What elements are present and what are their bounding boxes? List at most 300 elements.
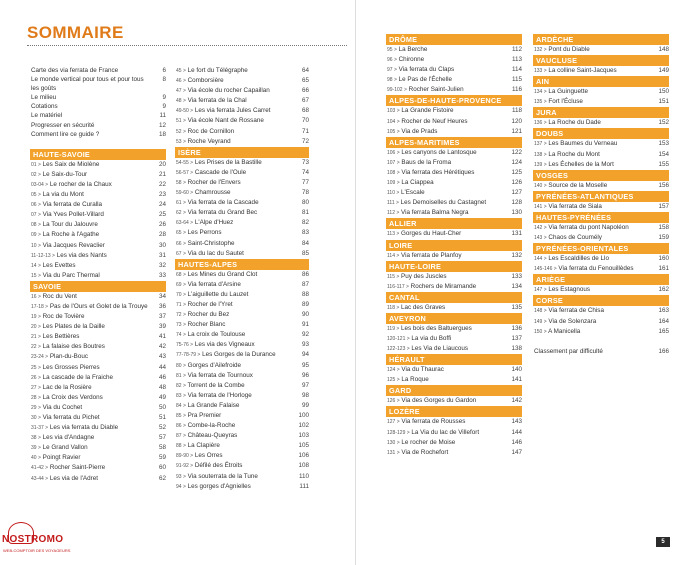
toc-entry [386, 148, 522, 158]
toc-entry-title [175, 127, 297, 137]
toc-entry-page: 12 [158, 121, 166, 129]
toc-entry [175, 86, 309, 96]
toc-entry-label: La Roque [401, 376, 429, 384]
toc-entry-title [175, 96, 297, 106]
toc-entry-page: 132 [511, 251, 522, 259]
logo-tagline: WEB-COMPTOIR DES VOYAGEURS [3, 548, 71, 553]
toc-entry-title [30, 352, 154, 362]
toc-entry [175, 239, 309, 249]
toc-entry-label: Via école du rocher Capaillan [187, 87, 270, 95]
toc-entry-number: 68 > [176, 271, 186, 278]
toc-entry-label: Les Plates de la Daille [42, 323, 105, 331]
toc-entry [175, 66, 309, 76]
toc-entry-page: 41 [158, 333, 166, 341]
toc-entry-title [30, 75, 154, 93]
toc-entry-label: Les Grosses Pierres [42, 363, 100, 371]
toc-entry-page: 158 [658, 223, 669, 231]
toc-entry [30, 393, 166, 403]
toc-entry-number: 103 > [387, 108, 400, 115]
toc-entry-number: 95 > [387, 47, 397, 53]
toc-entry-page: 143 [511, 418, 522, 426]
toc-entry-title [386, 303, 510, 313]
toc-entry [30, 383, 166, 393]
toc-entry-title [175, 158, 297, 168]
toc-entry-label: La via du Mont [42, 191, 84, 199]
toc-entry-label: Via du Cochet [42, 403, 83, 411]
toc-entry [175, 96, 309, 106]
toc-entry [175, 451, 309, 461]
toc-entry [386, 168, 522, 178]
section-header: JURA [533, 107, 669, 118]
toc-entry-title [30, 474, 154, 484]
toc-column-1 [30, 66, 166, 484]
toc-entry-page: 131 [511, 230, 522, 238]
toc-entry-number: 23-24 > [31, 354, 49, 361]
toc-entry-title [30, 271, 154, 281]
toc-entry-label: La Grande Falaise [187, 401, 240, 409]
toc-entry-page: 92 [301, 331, 309, 339]
toc-entry-label: La Roche du Dade [548, 119, 601, 127]
toc-entry-number: 71 > [176, 301, 186, 308]
toc-entry [30, 130, 166, 139]
toc-entry-number: 52 > [176, 128, 186, 135]
toc-entry-page: 134 [511, 282, 522, 290]
toc-entry-page: 146 [511, 438, 522, 446]
toc-entry-page: 161 [658, 265, 669, 273]
toc-entry-label: Via ferrata du pont Napoléon [548, 223, 629, 231]
toc-entry-number: 77-78-79 > [176, 352, 201, 359]
toc-entry-number: 126 > [387, 398, 400, 405]
toc-entry-page: 156 [658, 181, 669, 189]
section-header: ALPES-DE-HAUTE-PROVENCE [386, 95, 522, 106]
toc-entry-label: Via ferrata du Fenouillèdes [558, 265, 634, 273]
toc-entry [30, 241, 166, 251]
toc-entry-label: Le rocher de Moise [401, 438, 456, 446]
toc-entry [30, 373, 166, 383]
toc-entry-page: 147 [511, 448, 522, 456]
toc-entry-number: 85 > [176, 413, 186, 419]
toc-entry-number: 98 > [387, 77, 397, 84]
toc-entry [175, 472, 309, 482]
toc-entry-page: 51 [158, 414, 166, 421]
toc-entry-label: Pas de l'Ours et Golet de la Trouye [49, 302, 148, 310]
toc-entry-title [30, 210, 154, 220]
toc-entry [533, 223, 669, 233]
toc-entry-label: Rocher Saint-Julien [408, 86, 464, 94]
toc-entry-label: Les Via de Liaucous [411, 345, 469, 353]
toc-entry-number: 147 > [534, 287, 547, 294]
toc-entry-number: 07 > [31, 212, 41, 219]
toc-entry [30, 93, 166, 102]
toc-entry-label: La Croix des Verdons [42, 393, 103, 401]
toc-entry-page: 106 [298, 452, 309, 460]
toc-entry-label: Fort l'Écluse [548, 98, 583, 106]
toc-entry-label: Pont du Diable [548, 46, 590, 53]
toc-entry-title [386, 45, 510, 55]
toc-entry-title [30, 66, 154, 75]
toc-entry [533, 202, 669, 212]
toc-entry-number: 29 > [31, 404, 41, 411]
toc-entry-title [175, 320, 297, 330]
toc-entry-number: 137 > [534, 141, 547, 148]
toc-entry-number: 115 > [387, 273, 400, 280]
toc-entry-title [175, 361, 297, 371]
toc-entry [386, 272, 522, 282]
toc-entry-label: Torrent de la Combe [187, 381, 245, 389]
toc-entry [30, 180, 166, 190]
toc-entry [175, 391, 309, 401]
toc-entry-number: 112 > [387, 210, 400, 217]
toc-entry-page: 46 [158, 373, 166, 381]
toc-entry-page: 150 [658, 88, 669, 96]
toc-entry-number: 122-123 > [387, 346, 410, 353]
toc-entry-page: 28 [158, 231, 166, 239]
toc-entry-number: 26 > [31, 374, 41, 381]
toc-entry-title [175, 198, 297, 208]
toc-entry [386, 158, 522, 168]
toc-entry-label: Chamrousse [194, 189, 231, 197]
toc-entry-page: 91 [301, 321, 309, 329]
toc-entry-number: 01 > [31, 161, 41, 168]
toc-entry-page: 32 [158, 261, 166, 269]
toc-entry-title [386, 208, 510, 218]
toc-entry-page: 74 [301, 168, 309, 176]
toc-entry-title [533, 118, 657, 128]
toc-entry-title [175, 482, 297, 492]
toc-entry-page: 11 [159, 112, 166, 120]
toc-entry-page: 6 [162, 67, 166, 74]
toc-entry-label: La Roche du Mont [548, 150, 600, 158]
toc-entry-label: Rocher du Bez [187, 311, 230, 319]
toc-entry-number: 38 > [31, 435, 41, 442]
toc-entry-label: Via ferrata de Siala [548, 202, 602, 210]
toc-entry [533, 347, 669, 356]
toc-entry-label: Classement par difficulté [534, 347, 603, 355]
toc-entry-title [175, 208, 297, 218]
toc-entry-page: 62 [158, 474, 166, 482]
toc-entry-title [175, 381, 297, 391]
toc-entry-label: Le rocher de la Chaux [49, 180, 112, 188]
toc-entry-title [386, 188, 510, 198]
toc-entry-number: 20 > [31, 324, 41, 331]
toc-entry-page: 142 [511, 397, 522, 405]
toc-entry-page: 153 [658, 140, 669, 148]
toc-entry-page: 9 [162, 94, 166, 102]
toc-entry-title [386, 448, 510, 458]
toc-entry-page: 148 [658, 46, 669, 53]
toc-entry-title [175, 340, 297, 350]
toc-entry-title [175, 461, 297, 471]
toc-entry-label: La Clapière [187, 442, 220, 450]
toc-entry [175, 116, 309, 126]
toc-entry-label: Via de Prads [401, 127, 438, 135]
toc-entry-number: 125 > [387, 377, 400, 384]
toc-entry-page: 94 [301, 351, 309, 359]
toc-entry-label: Chironne [398, 56, 425, 64]
toc-entry [175, 320, 309, 330]
toc-entry-title [175, 350, 297, 360]
toc-entry [533, 160, 669, 170]
spacer [533, 337, 669, 347]
toc-entry-number: 10 > [31, 242, 41, 249]
toc-entry-page: 154 [658, 150, 669, 158]
toc-entry [30, 332, 166, 342]
toc-entry [386, 438, 522, 448]
toc-entry-title [30, 241, 154, 251]
toc-entry-page: 34 [158, 292, 166, 300]
toc-entry-title [30, 220, 154, 230]
toc-entry-label: Les Demoiselles du Castagnet [400, 199, 487, 207]
toc-entry-number: 138 > [534, 151, 547, 158]
toc-entry-number: 113 > [387, 231, 400, 238]
toc-entry-label: Rochers de Miramande [410, 282, 477, 290]
toc-entry-label: Les Échelles de la Mort [548, 160, 614, 168]
toc-entry-number: 25 > [31, 364, 41, 371]
toc-entry-number: 67 > [176, 250, 186, 257]
toc-entry-page: 64 [301, 67, 309, 74]
toc-entry [30, 160, 166, 170]
toc-entry-title [175, 441, 297, 451]
toc-entry-label: A Manicella [548, 327, 581, 335]
toc-entry-label: La Berche [398, 46, 428, 53]
toc-entry-label: Les gorges d'Agnielles [187, 482, 251, 490]
toc-entry-number: 120-121 > [387, 335, 410, 342]
toc-entry-page: 135 [511, 303, 522, 311]
toc-entry-label: Via du Parc Thermal [42, 271, 100, 279]
toc-entry-number: 148 > [534, 308, 547, 315]
toc-entry-title [175, 66, 297, 76]
toc-entry [30, 403, 166, 413]
toc-entry-title [175, 401, 297, 411]
toc-entry-label: La Roche à l'Agathe [42, 231, 100, 239]
toc-entry-number: 105 > [387, 128, 400, 135]
section-header: HAUTES-PYRÉNÉES [533, 212, 669, 223]
toc-entry-page: 99 [301, 401, 309, 409]
toc-entry-label: Cotations [31, 103, 58, 111]
toc-entry-number: 22 > [31, 344, 41, 351]
toc-entry-label: Baus de la Froma [401, 158, 452, 166]
toc-entry-title [30, 413, 154, 423]
toc-entry-label: Via ferrata d'Arsine [187, 280, 241, 288]
toc-entry-page: 157 [658, 202, 669, 210]
toc-entry-number: 109 > [387, 180, 400, 187]
toc-entry-title [30, 403, 154, 413]
toc-entry-page: 96 [301, 371, 309, 379]
toc-entry-label: Saint-Christophe [187, 239, 235, 247]
toc-entry-title [386, 272, 510, 282]
toc-entry-title [175, 371, 297, 381]
toc-entry-number: 82 > [176, 382, 186, 389]
toc-entry [386, 251, 522, 261]
toc-entry-number: 47 > [176, 88, 186, 95]
toc-entry-number: 140 > [534, 182, 547, 189]
toc-entry-title [30, 102, 154, 111]
toc-entry-page: 124 [511, 158, 522, 166]
toc-entry [175, 482, 309, 492]
toc-entry [30, 251, 166, 261]
toc-entry-title [386, 65, 510, 75]
toc-entry-page: 140 [511, 366, 522, 374]
toc-entry-title [175, 76, 297, 86]
toc-entry-title [30, 200, 154, 210]
toc-entry-label: Via ferrata de Tournoux [187, 371, 253, 379]
toc-entry-page: 112 [511, 46, 522, 53]
toc-entry [175, 431, 309, 441]
toc-entry-page: 103 [298, 432, 309, 440]
toc-entry [175, 421, 309, 431]
toc-entry-page: 166 [658, 347, 669, 355]
toc-entry-page: 125 [511, 168, 522, 176]
toc-entry-number: 141 > [534, 203, 547, 210]
toc-entry-page: 164 [658, 317, 669, 325]
toc-entry [30, 443, 166, 453]
toc-entry-page: 133 [511, 272, 522, 280]
toc-entry-page: 89 [301, 300, 309, 308]
toc-entry-number: 31-37 > [31, 425, 49, 432]
toc-entry-page: 26 [158, 221, 166, 229]
toc-entry-page: 111 [299, 482, 309, 490]
toc-entry-page: 42 [158, 343, 166, 351]
toc-entry-title [175, 472, 297, 482]
toc-entry [175, 198, 309, 208]
toc-entry-number: 89-90 > [176, 453, 194, 460]
toc-entry-page: 97 [301, 381, 309, 389]
toc-entry-label: Plan-du-Bouc [49, 353, 89, 361]
toc-entry-title [386, 365, 510, 375]
toc-entry-title [175, 116, 297, 126]
toc-entry [175, 411, 309, 421]
toc-entry-label: La Grande Fistoire [401, 107, 454, 115]
toc-entry-page: 138 [511, 345, 522, 353]
toc-entry-label: Via Jacques Revaclier [42, 241, 105, 249]
toc-entry-page: 110 [298, 472, 309, 480]
toc-entry [386, 178, 522, 188]
toc-entry-label: L'aiguillette du Lauzet [187, 290, 249, 298]
toc-entry-page: 87 [301, 280, 309, 288]
toc-entry-page: 155 [658, 160, 669, 168]
toc-entry-page: 18 [158, 130, 166, 138]
toc-entry-title [386, 127, 510, 137]
toc-entry-title [30, 423, 154, 433]
toc-entry-label: Via ferrata de Rousses [401, 418, 466, 426]
toc-entry-label: Rocher de Neuf Heures [401, 117, 468, 125]
toc-entry-page: 78 [301, 189, 309, 197]
toc-entry [533, 264, 669, 274]
toc-entry-page: 83 [301, 229, 309, 237]
toc-entry-number: 136 > [534, 120, 547, 127]
toc-entry-number: 132 > [534, 47, 547, 53]
toc-entry-number: 49-50 > [176, 108, 194, 115]
toc-entry-number: 86 > [176, 423, 186, 430]
toc-entry-label: Château-Queyras [187, 432, 238, 440]
section-header: ARIÈGE [533, 274, 669, 285]
toc-entry-label: Pra Premier [187, 412, 222, 419]
toc-entry-title [175, 300, 297, 310]
section-header: HAUTE-SAVOIE [30, 149, 166, 160]
toc-entry-title [386, 148, 510, 158]
toc-entry-number: 130 > [387, 439, 400, 446]
toc-entry-title [386, 334, 510, 344]
toc-entry [386, 85, 522, 95]
toc-entry-title [30, 230, 154, 240]
toc-entry [386, 117, 522, 127]
toc-entry-title [386, 229, 510, 239]
toc-entry-number: 06 > [31, 202, 41, 209]
toc-entry-label: Via école Nant de Rossane [187, 117, 264, 125]
section-header: CORSE [533, 295, 669, 306]
toc-entry-number: 65 > [176, 230, 186, 237]
toc-entry-page: 118 [511, 107, 522, 115]
toc-entry-number: 11-12-13 > [31, 252, 55, 259]
toc-entry-page: 136 [511, 324, 522, 332]
toc-entry [386, 198, 522, 208]
toc-entry-label: Les Gorges de la Durance [202, 351, 276, 359]
toc-entry [30, 352, 166, 362]
toc-entry [386, 188, 522, 198]
section-header: AVEYRON [386, 313, 522, 324]
toc-entry [30, 453, 166, 463]
toc-entry-number: 149 > [534, 318, 547, 325]
toc-entry-label: Les Escaldilles de Llo [548, 255, 609, 263]
toc-entry-title [533, 327, 657, 337]
toc-entry-title [30, 373, 154, 383]
toc-entry-number: 40 > [31, 455, 41, 462]
toc-entry-label: La colline Saint-Jacques [548, 67, 617, 75]
toc-entry-number: 99-102 > [387, 87, 407, 94]
toc-entry-label: Via ferrata de la Chal [187, 97, 247, 105]
toc-entry [30, 170, 166, 180]
toc-entry-title [175, 239, 297, 249]
toc-entry-page: 77 [301, 178, 309, 186]
toc-entry [386, 45, 522, 55]
toc-entry-title [30, 463, 154, 473]
toc-entry-page: 68 [301, 107, 309, 115]
section-header: SAVOIE [30, 281, 166, 292]
toc-entry-title [175, 421, 297, 431]
toc-entry [30, 66, 166, 75]
toc-entry-label: Les Estagnous [548, 286, 591, 294]
toc-entry-label: Le milieu [31, 94, 57, 102]
toc-entry-label: Via souterrata de la Tune [187, 472, 258, 480]
toc-entry-number: 43-44 > [31, 475, 49, 482]
toc-entry-number: 61 > [176, 200, 186, 207]
toc-entry [386, 282, 522, 292]
toc-entry-label: Cascade de l'Oule [194, 168, 247, 176]
toc-entry-label: Les Orres [194, 452, 223, 460]
toc-entry-title [386, 396, 510, 406]
toc-entry-label: Combe-la-Roche [187, 422, 236, 430]
toc-entry-number: 87 > [176, 433, 186, 440]
toc-entry-page: 24 [158, 201, 166, 209]
section-header: VAUCLUSE [533, 55, 669, 66]
toc-entry-number: 03-04 > [31, 181, 49, 188]
toc-entry-title [533, 317, 657, 327]
toc-entry-title [30, 312, 154, 322]
toc-entry-label: Gorges du Haut-Cher [401, 230, 462, 238]
toc-entry-number: 45 > [176, 68, 186, 74]
toc-entry-page: 58 [158, 444, 166, 452]
toc-entry-number: 139 > [534, 161, 547, 168]
toc-entry-title [30, 160, 154, 170]
toc-entry-title [30, 322, 154, 332]
toc-entry-title [386, 251, 510, 261]
toc-entry-title [30, 453, 154, 463]
toc-entry-title [30, 332, 154, 342]
toc-entry-title [533, 139, 657, 149]
toc-entry [386, 334, 522, 344]
toc-entry [175, 270, 309, 280]
toc-entry-number: 73 > [176, 322, 186, 329]
